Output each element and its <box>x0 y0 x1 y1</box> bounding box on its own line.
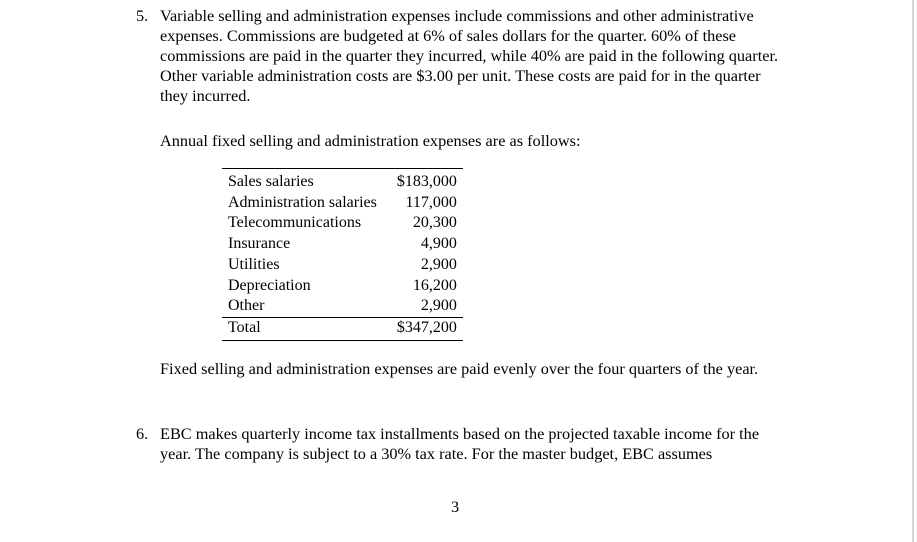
expense-label: Depreciation <box>228 276 311 294</box>
page-edge-border <box>912 0 914 542</box>
expense-amount: 2,900 <box>420 255 457 273</box>
expense-amount: 2,900 <box>391 296 463 317</box>
list-item-text: Variable selling and administration expenses include commissions and other administrative expenses. Commissions are budgeted at 6% of sales dollars for the quarter. 60% of these commissions are paid in the quarter they incurred, while 40% are paid in the following quarter. Other variable administration costs are $3.00 per unit. These costs are paid for in the quarter they incurred. <box>160 6 779 105</box>
expense-amount: 4,900 <box>420 235 457 253</box>
expense-label: Administration salaries <box>228 193 377 211</box>
table-row <box>222 234 463 255</box>
page-number: 3 <box>451 497 460 516</box>
fixed-expenses-intro: Annual fixed selling and administration expenses are as follows: <box>160 131 581 150</box>
expense-label: Insurance <box>228 235 291 253</box>
list-item-number: 6. <box>136 424 149 443</box>
expense-label: Sales salaries <box>228 173 314 190</box>
table-row-total <box>222 317 463 340</box>
expense-amount: 16,200 <box>412 276 457 294</box>
expense-total-amount: $347,200 <box>391 317 463 340</box>
expense-total-label: Total <box>222 317 391 340</box>
fixed-expenses-table <box>222 168 463 341</box>
expense-label: Utilities <box>228 255 280 273</box>
table-row <box>222 255 463 276</box>
expense-amount: 20,300 <box>412 214 457 232</box>
table-row <box>222 296 463 317</box>
expense-amount: $183,000 <box>396 173 457 190</box>
table-row <box>222 193 463 214</box>
fixed-expenses-note: Fixed selling and administration expenses are paid evenly over the four quarters of the year. <box>160 359 759 378</box>
list-item-5 <box>136 6 786 106</box>
table-row <box>222 213 463 234</box>
list-item-text: EBC makes quarterly income tax installments based on the projected taxable income for the year. The company is subject to a 30% tax rate. For the master budget, EBC assumes <box>160 424 760 463</box>
expense-label: Telecommunications <box>228 214 362 232</box>
list-item-number: 5. <box>136 6 149 25</box>
table-row <box>222 276 463 297</box>
list-item-6 <box>136 424 786 464</box>
table-row <box>222 169 463 193</box>
expense-amount: 117,000 <box>405 193 457 211</box>
expense-label: Other <box>222 296 391 317</box>
